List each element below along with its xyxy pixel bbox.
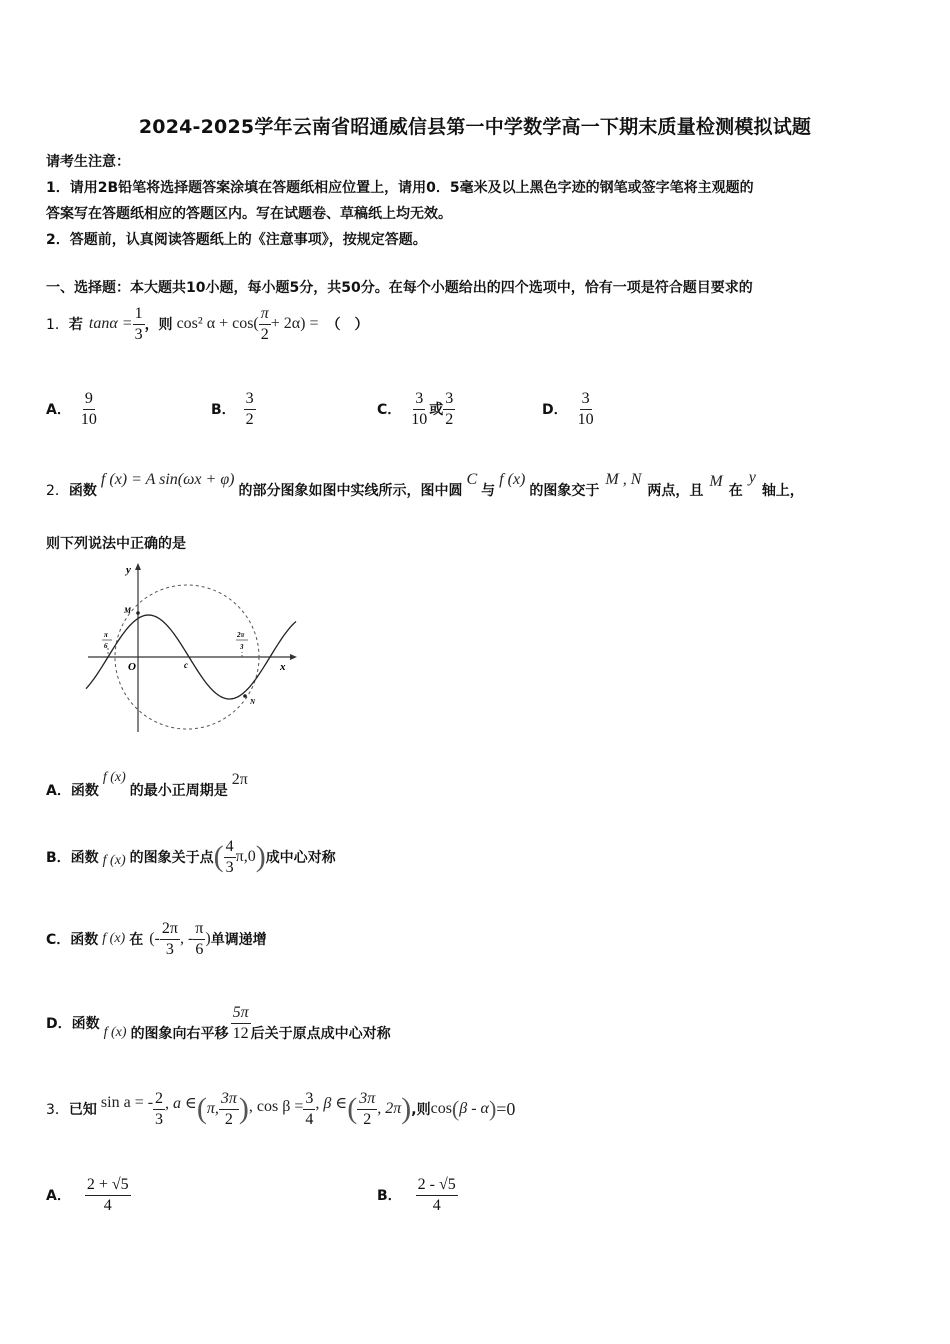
option-fx: f (x) (103, 1025, 127, 1040)
q1-option-c[interactable] (377, 386, 455, 432)
label-neg-pi-den: 6 (104, 642, 108, 650)
q3-a-in: , a ∈ (165, 1095, 197, 1112)
option-text: 函数 (70, 850, 99, 866)
q2-circle-c: C (466, 471, 478, 488)
option-text: 的图象向右平移 (130, 1026, 229, 1042)
notice-line-1a: 1．请用2B铅笔将选择题答案涂填在答题纸相应位置上，请用0．5毫米及以上黑色字迹的钢笔或签字笔将主观题的 (46, 180, 754, 196)
paren-right: ) (488, 1096, 497, 1121)
question-1 (46, 302, 369, 346)
paren-right: ) (401, 1092, 412, 1125)
q2-text: 在 (728, 483, 743, 499)
q1-fraction: $\frac{1}{3}$ (134, 304, 143, 343)
q3-two-pi: , 2π (377, 1100, 402, 1117)
q3-text: 已知 (68, 1102, 97, 1118)
option-fx: f (x) (102, 853, 126, 868)
paren-right: ) (255, 840, 266, 873)
q3-fraction-2: $\frac{3\pi}{2}$ (220, 1089, 237, 1128)
section-heading: 一、选择题：本大题共10小题，每小题5分，共50分。在每个小题给出的四个选项中，恰有一项是符合题目要求的 (46, 280, 753, 296)
option-fraction: $\frac{3}{10}$ (411, 389, 428, 428)
q2-option-a[interactable] (46, 772, 248, 808)
option-lparen: (- (149, 930, 160, 947)
q3-fraction-3: $\frac{3}{4}$ (305, 1089, 314, 1128)
option-sep: , - (179, 930, 194, 947)
option-label: A． (46, 783, 71, 799)
q3-inner: β - α (459, 1100, 489, 1117)
label-c: c (184, 660, 188, 670)
q1-option-d[interactable] (542, 386, 596, 432)
option-text: 函数 (71, 1016, 100, 1032)
y-axis-arrow (135, 563, 141, 570)
option-label: B． (211, 402, 236, 418)
option-text: 单调递增 (210, 932, 267, 948)
q2-fx: f (x) (499, 471, 526, 488)
paren-right: ) (238, 1092, 249, 1125)
q2-line-2: 则下列说法中正确的是 (46, 536, 186, 552)
q1-blank: （ ） (326, 317, 369, 333)
label-x: x (280, 661, 286, 673)
q3-fraction-4: $\frac{3\pi}{2}$ (359, 1089, 376, 1128)
q2-function: f (x) = A sin(ωx + φ) (100, 471, 235, 488)
q2-option-b[interactable] (46, 834, 336, 880)
label-n: N (250, 698, 256, 706)
x-axis-arrow (290, 654, 297, 660)
q1-option-b[interactable] (211, 386, 256, 432)
option-text: 成中心对称 (265, 850, 336, 866)
question-3 (46, 1085, 515, 1133)
q3-number: 3． (46, 1102, 69, 1118)
q3-text: ,则 (411, 1102, 431, 1118)
q2-text: 的图象交于 (529, 483, 600, 499)
q1-number: 1． (46, 317, 69, 333)
q3-option-a[interactable] (46, 1170, 131, 1220)
option-fx: f (x) (102, 931, 126, 946)
q1-pi-fraction: $\frac{\pi}{2}$ (260, 304, 269, 343)
q3-fraction-1: $\frac{2}{3}$ (155, 1089, 164, 1128)
option-point: π,0 (235, 848, 256, 865)
option-label: C． (46, 932, 71, 948)
q2-text: 与 (481, 483, 496, 499)
label-y: y (126, 564, 131, 576)
q2-text: 两点，且 (647, 483, 704, 499)
option-label: A． (46, 1188, 71, 1204)
option-label: D． (46, 1016, 72, 1032)
notice-line-2: 2．答题前，认真阅读答题纸上的《注意事项》，按规定答题。 (46, 232, 427, 248)
notice-heading: 请考生注意： (46, 154, 130, 170)
q2-option-d[interactable] (46, 1000, 391, 1046)
paren-left: ( (451, 1096, 460, 1121)
option-label: B． (46, 850, 71, 866)
q2-option-c[interactable] (46, 916, 267, 962)
option-fraction: $\frac{5\pi}{12}$ (232, 1003, 249, 1042)
option-fx: f (x) (102, 770, 126, 785)
q1-ruo: 若 (68, 317, 83, 333)
q3-b-in: , β ∈ (315, 1095, 348, 1112)
option-fraction: $\frac{4}{3}$ (225, 837, 234, 876)
option-fraction-2: $\frac{3}{2}$ (445, 389, 454, 428)
q3-option-b[interactable] (377, 1170, 458, 1220)
option-text: 函数 (70, 932, 99, 948)
option-label: A． (46, 402, 71, 418)
q2-mn: M , N (605, 471, 642, 488)
q2-number: 2． (46, 483, 69, 499)
option-or: 或 (429, 402, 444, 418)
option-label: D． (542, 402, 568, 418)
label-2pi-den: 3 (240, 643, 244, 651)
option-text: 函数 (70, 783, 99, 799)
option-fraction: $\frac{3}{2}$ (245, 389, 254, 428)
question-2 (46, 470, 804, 510)
option-label: C． (377, 402, 402, 418)
paren-left: ( (347, 1092, 358, 1125)
option-fraction: $\frac{2 + √5}{4}$ (86, 1175, 129, 1214)
q2-figure (84, 560, 300, 736)
q3-cos: cos (430, 1100, 452, 1117)
q1-option-a[interactable] (46, 386, 99, 432)
q1-tan: tanα = (88, 315, 133, 332)
option-fraction-2: $\frac{\pi}{6}$ (195, 919, 204, 958)
label-2pi: 2π (237, 631, 245, 639)
point-n (243, 694, 247, 698)
q2-y: y (748, 469, 756, 486)
label-neg-pi: π (104, 631, 108, 639)
paren-left: ( (213, 840, 224, 873)
label-o: O (128, 661, 136, 673)
q3-sin: sin a = - (100, 1094, 154, 1111)
option-text: 的最小正周期是 (129, 783, 228, 799)
option-label: B． (377, 1188, 402, 1204)
option-text: 后关于原点成中心对称 (250, 1026, 391, 1042)
q1-expr2: + 2α) = (270, 315, 319, 332)
option-text: 的图象关于点 (129, 850, 214, 866)
q2-text: 的部分图象如图中实线所示，图中圆 (238, 483, 463, 499)
option-fraction: $\frac{2\pi}{3}$ (161, 919, 178, 958)
point-m (136, 611, 140, 615)
option-fraction: $\frac{3}{10}$ (577, 389, 594, 428)
option-text: 在 (129, 932, 144, 948)
q2-text: 函数 (68, 483, 97, 499)
q3-cos-beta: , cos β = (248, 1098, 304, 1115)
option-value: 2π (231, 771, 248, 788)
label-m: M (124, 606, 132, 615)
option-fraction: $\frac{2 - √5}{4}$ (417, 1175, 456, 1214)
notice-line-1b: 答案写在答题纸相应的答题区内。写在试题卷、草稿纸上均无效。 (46, 206, 452, 222)
q3-eq: =0 (496, 1098, 516, 1119)
q2-text: 轴上， (761, 483, 804, 499)
option-fraction: $\frac{9}{10}$ (80, 389, 97, 428)
q1-expr1: cos² α + cos( (176, 315, 259, 332)
q2-m: M (709, 473, 723, 490)
q1-ze: ，则 (144, 317, 173, 333)
paren-left: ( (196, 1092, 207, 1125)
q3-pi: π, (206, 1100, 219, 1117)
page-title: 2024-2025学年云南省昭通威信县第一中学数学高一下期末质量检测模拟试题 (138, 116, 812, 138)
option-rparen: ) (205, 930, 211, 947)
